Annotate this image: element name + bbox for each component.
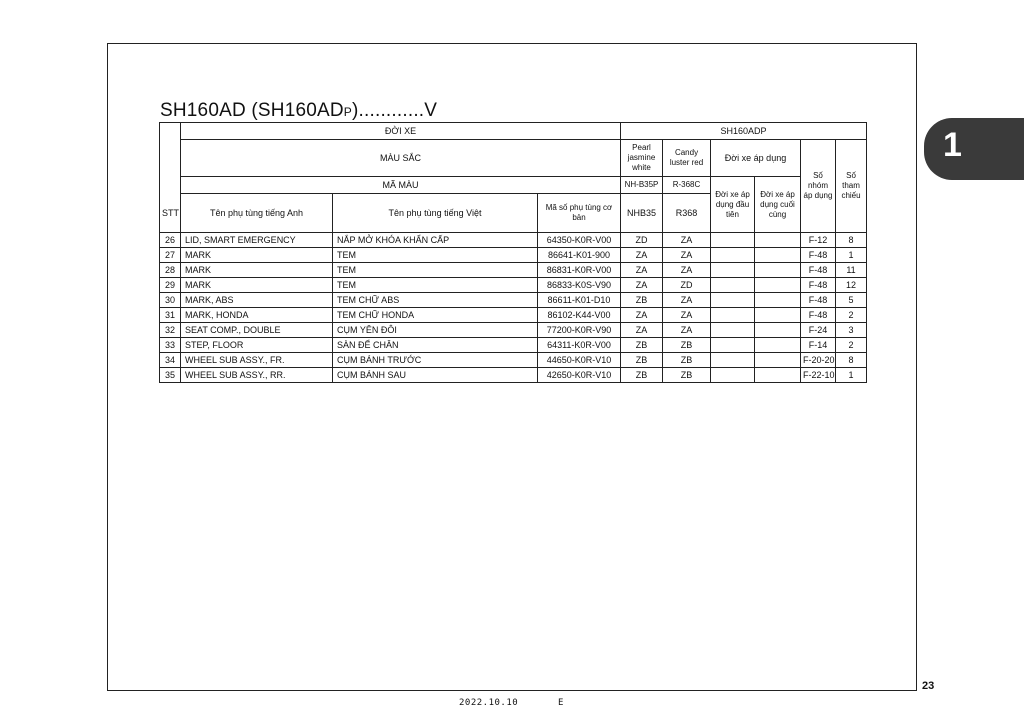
row-name-vi: CỤM BÁNH TRƯỚC [333, 353, 538, 368]
row-first-model [711, 263, 755, 278]
row-stt: 34 [160, 353, 181, 368]
row-name-vi: SÀN ĐỂ CHÂN [333, 338, 538, 353]
header-color2-short: R368 [663, 194, 711, 233]
row-name-vi: TEM [333, 263, 538, 278]
row-name-vi: TEM [333, 278, 538, 293]
row-group-no: F-48 [801, 263, 836, 278]
header-so-nhom: Số nhóm áp dụng [801, 140, 836, 233]
header-color2-code: R-368C [663, 177, 711, 194]
row-group-no: F-14 [801, 338, 836, 353]
row-ref-no: 2 [836, 308, 867, 323]
row-color1: ZB [621, 293, 663, 308]
row-color2: ZD [663, 278, 711, 293]
row-stt: 26 [160, 233, 181, 248]
row-last-model [755, 353, 801, 368]
row-color1: ZB [621, 368, 663, 383]
row-first-model [711, 233, 755, 248]
row-last-model [755, 278, 801, 293]
header-model: SH160ADP [621, 123, 867, 140]
row-ref-no: 3 [836, 323, 867, 338]
row-color2: ZA [663, 308, 711, 323]
row-ref-no: 5 [836, 293, 867, 308]
row-stt: 28 [160, 263, 181, 278]
row-group-no: F-48 [801, 308, 836, 323]
row-color2: ZB [663, 368, 711, 383]
chapter-number: 1 [943, 126, 962, 164]
row-group-no: F-22-10 [801, 368, 836, 383]
row-group-no: F-48 [801, 248, 836, 263]
row-first-model [711, 323, 755, 338]
table-row [160, 263, 867, 278]
chapter-tab [924, 118, 1024, 180]
row-name-en: SEAT COMP., DOUBLE [181, 323, 333, 338]
row-stt: 33 [160, 338, 181, 353]
table-row [160, 248, 867, 263]
row-name-vi: CỤM BÁNH SAU [333, 368, 538, 383]
row-part-code: 86102-K44-V00 [538, 308, 621, 323]
row-last-model [755, 338, 801, 353]
row-color2: ZA [663, 323, 711, 338]
header-ten-viet: Tên phụ tùng tiếng Việt [333, 194, 538, 233]
row-part-code: 42650-K0R-V10 [538, 368, 621, 383]
row-color1: ZB [621, 338, 663, 353]
header-color1-short: NHB35 [621, 194, 663, 233]
row-first-model [711, 308, 755, 323]
row-color2: ZB [663, 353, 711, 368]
row-color2: ZA [663, 248, 711, 263]
table-row [160, 323, 867, 338]
row-name-en: MARK, HONDA [181, 308, 333, 323]
header-cuoi-cung: Đời xe áp dụng cuối cùng [755, 177, 801, 233]
row-color1: ZA [621, 263, 663, 278]
row-name-en: WHEEL SUB ASSY., RR. [181, 368, 333, 383]
row-name-vi: TEM [333, 248, 538, 263]
row-name-en: MARK, ABS [181, 293, 333, 308]
row-name-en: WHEEL SUB ASSY., FR. [181, 353, 333, 368]
row-last-model [755, 248, 801, 263]
row-part-code: 64350-K0R-V00 [538, 233, 621, 248]
table-row [160, 308, 867, 323]
row-part-code: 44650-K0R-V10 [538, 353, 621, 368]
row-color2: ZA [663, 233, 711, 248]
row-ref-no: 2 [836, 338, 867, 353]
header-ma-mau: MÃ MÀU [181, 177, 621, 194]
row-stt: 31 [160, 308, 181, 323]
row-color1: ZA [621, 308, 663, 323]
row-ref-no: 1 [836, 368, 867, 383]
row-name-vi: TEM CHỮ HONDA [333, 308, 538, 323]
header-stt: STT [160, 123, 181, 233]
row-group-no: F-12 [801, 233, 836, 248]
row-last-model [755, 233, 801, 248]
row-group-no: F-20-20 [801, 353, 836, 368]
header-ma-so: Mã số phụ tùng cơ bản [538, 194, 621, 233]
row-first-model [711, 293, 755, 308]
row-part-code: 64311-K0R-V00 [538, 338, 621, 353]
header-so-tham-chieu: Số tham chiếu [836, 140, 867, 233]
row-first-model [711, 278, 755, 293]
row-group-no: F-24 [801, 323, 836, 338]
header-doi-xe-ap-dung: Đời xe áp dụng [711, 140, 801, 177]
table-row [160, 293, 867, 308]
row-stt: 35 [160, 368, 181, 383]
row-part-code: 77200-K0R-V90 [538, 323, 621, 338]
row-color1: ZA [621, 278, 663, 293]
row-stt: 27 [160, 248, 181, 263]
row-part-code: 86641-K01-900 [538, 248, 621, 263]
header-color2-name: Candy luster red [663, 140, 711, 177]
header-mau-sac: MÀU SẮC [181, 140, 621, 177]
row-ref-no: 11 [836, 263, 867, 278]
header-color1-code: NH-B35P [621, 177, 663, 194]
table-row [160, 233, 867, 248]
table-row [160, 278, 867, 293]
row-stt: 32 [160, 323, 181, 338]
row-last-model [755, 323, 801, 338]
row-color2: ZA [663, 293, 711, 308]
row-group-no: F-48 [801, 293, 836, 308]
row-color1: ZB [621, 353, 663, 368]
row-group-no: F-48 [801, 278, 836, 293]
row-stt: 29 [160, 278, 181, 293]
row-name-vi: TEM CHỮ ABS [333, 293, 538, 308]
row-first-model [711, 353, 755, 368]
header-ten-anh: Tên phụ tùng tiếng Anh [181, 194, 333, 233]
page-number: 23 [922, 680, 935, 692]
row-first-model [711, 338, 755, 353]
row-part-code: 86831-K0R-V00 [538, 263, 621, 278]
row-last-model [755, 293, 801, 308]
row-name-en: STEP, FLOOR [181, 338, 333, 353]
table-row [160, 353, 867, 368]
row-name-en: MARK [181, 278, 333, 293]
row-last-model [755, 263, 801, 278]
row-part-code: 86833-K0S-V90 [538, 278, 621, 293]
parts-table [159, 122, 867, 383]
row-ref-no: 12 [836, 278, 867, 293]
row-name-en: LID, SMART EMERGENCY [181, 233, 333, 248]
row-ref-no: 8 [836, 353, 867, 368]
header-doi-xe: ĐỜI XE [181, 123, 621, 140]
row-color2: ZB [663, 338, 711, 353]
table-row [160, 368, 867, 383]
header-color1-name: Pearl jasmine white [621, 140, 663, 177]
row-last-model [755, 368, 801, 383]
row-first-model [711, 248, 755, 263]
footer-date: 2022.10.10 [459, 698, 519, 708]
footer-code: E [558, 698, 564, 708]
row-part-code: 86611-K01-D10 [538, 293, 621, 308]
row-color1: ZA [621, 248, 663, 263]
row-name-en: MARK [181, 248, 333, 263]
table-row [160, 338, 867, 353]
row-ref-no: 1 [836, 248, 867, 263]
page-title: SH160AD (SH160ADP)............V [160, 100, 438, 121]
row-color2: ZA [663, 263, 711, 278]
row-name-vi: NẮP MỞ KHÓA KHẨN CẤP [333, 233, 538, 248]
row-color1: ZA [621, 323, 663, 338]
row-last-model [755, 308, 801, 323]
row-first-model [711, 368, 755, 383]
row-color1: ZD [621, 233, 663, 248]
row-name-en: MARK [181, 263, 333, 278]
row-stt: 30 [160, 293, 181, 308]
row-ref-no: 8 [836, 233, 867, 248]
row-name-vi: CỤM YÊN ĐÔI [333, 323, 538, 338]
header-dau-tien: Đời xe áp dụng đầu tiên [711, 177, 755, 233]
